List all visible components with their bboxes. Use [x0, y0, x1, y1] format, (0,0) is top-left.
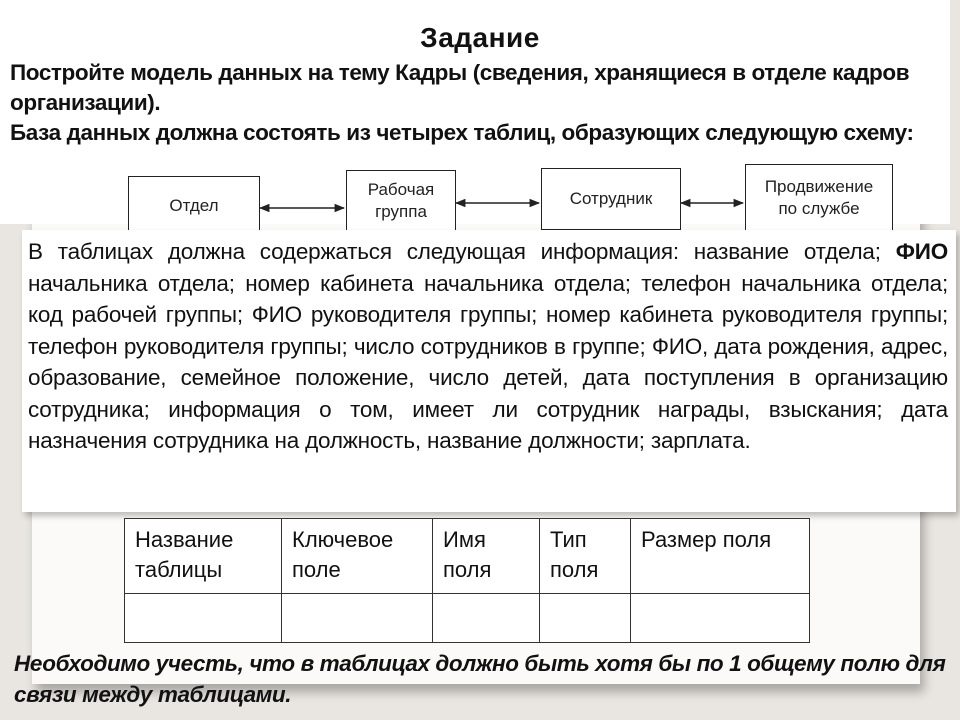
- col-field-type: Тип поля: [540, 519, 631, 594]
- col-table-name: Название таблицы: [125, 519, 282, 594]
- fields-table: [124, 518, 810, 643]
- table-cell[interactable]: [540, 594, 631, 643]
- linking-note: Необходимо учесть, что в таблицах должно быть хотя бы по 1 общему полю для связи между таблицами.: [14, 651, 946, 707]
- col-field-size: Размер поля: [631, 519, 810, 594]
- schema-node-promotion: Продвижение по службе: [745, 164, 893, 232]
- page-title: Задание: [420, 22, 540, 53]
- required-info-text: В таблицах должна содержаться следующая информация: название отдела; ФИО начальника отдела; номер кабинета начальника отдела; телефон начальника отдела; код рабочей группы; ФИО руководителя группы; номер кабинета руководителя группы; телефон руководителя группы; число сотрудников в группе; ФИО, дата рождения, адрес, образование, семейное положение, число детей, дата поступления в организацию сотрудника; информация о том, имеет ли сотрудник награды, взыскания; дата назначения сотрудника на должность, название должности; зарплата.: [28, 239, 948, 453]
- col-key-field: Ключевое поле: [282, 519, 433, 594]
- schema-node-workgroup: Рабочая группа: [346, 170, 456, 232]
- intro-paragraph-2: База данных должна состоять из четырех таблиц, образующих следующую схему:: [10, 120, 914, 145]
- table-cell[interactable]: [631, 594, 810, 643]
- intro-paragraph-1: Постройте модель данных на тему Кадры (сведения, хранящиеся в отделе кадров организации).: [10, 60, 910, 115]
- info-bold-fio: ФИО: [895, 239, 948, 264]
- schema-node-employee: Сотрудник: [541, 168, 681, 230]
- col-field-name: Имя поля: [433, 519, 540, 594]
- schema-node-department: Отдел: [128, 176, 260, 236]
- table-cell[interactable]: [433, 594, 540, 643]
- table-header-row: [125, 519, 810, 594]
- table-cell[interactable]: [282, 594, 433, 643]
- table-row: [125, 594, 810, 643]
- table-cell[interactable]: [125, 594, 282, 643]
